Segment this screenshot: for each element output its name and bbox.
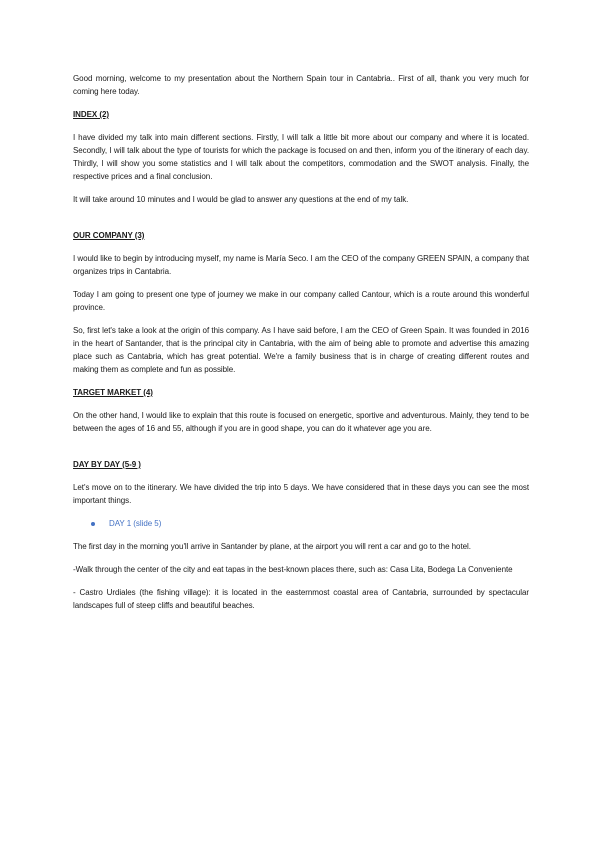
section-spacer (73, 216, 529, 229)
document-body (73, 72, 529, 622)
target-market-heading: TARGET MARKET (4) (73, 388, 153, 397)
day-1-paragraph-1: The first day in the morning you'll arrive in Santander by plane, at the airport you will rent a car and go to the hotel. (73, 542, 471, 551)
intro-paragraph: Good morning, welcome to my presentation about the Northern Spain tour in Cantabria.. First of all, thank you very much for coming here today. (73, 74, 529, 96)
index-paragraph-1: I have divided my talk into main different sections. Firstly, I will talk a little bit more about our company and where it is located. Secondly, I will talk about the type of tourists for which the package is focused on and then, inform you of the itinerary of each day. Thirdly, I will show you some statistics and I will talk about the competitors, commodation and the SWOT analysis. Finally, the respective prices and a final conclusion. (73, 133, 529, 181)
day-1-paragraph-2: -Walk through the center of the city and eat tapas in the best-known places there, such as: Casa Lita, Bodega La Conveniente (73, 565, 513, 574)
day-by-day-heading: DAY BY DAY (5-9 ) (73, 460, 141, 469)
day-1-paragraph-3: - Castro Urdiales (the fishing village): it is located in the easternmost coastal area of Cantabria, surrounded by spectacular landscapes full of steep cliffs and beautiful beaches. (73, 588, 529, 610)
target-market-paragraph: On the other hand, I would like to explain that this route is focused on energetic, sportive and adventurous. Mainly, they tend to be between the ages of 16 and 55, although if you are in good shape, you can do it whatever age you are. (73, 411, 529, 433)
bullet-dot-icon (91, 522, 95, 526)
index-paragraph-2: It will take around 10 minutes and I would be glad to answer any questions at the end of my talk. (73, 195, 409, 204)
company-paragraph-2: Today I am going to present one type of journey we make in our company called Cantour, which is a route around this wonderful province. (73, 290, 529, 312)
day-1-bullet (73, 517, 529, 530)
company-heading: OUR COMPANY (3) (73, 231, 145, 240)
day-by-day-paragraph: Let's move on to the itinerary. We have divided the trip into 5 days. We have considered that in these days you can see the most important things. (73, 483, 529, 505)
company-paragraph-3: So, first let's take a look at the origin of this company. As I have said before, I am the CEO of Green Spain. It was founded in 2016 in the heart of Santander, that is the principal city in Cantabria, with the aim of being able to promote and advertise this amazing place such as Cantabria, which has great potential. We're a family business that is in charge of creating different routes and making them as complete and fun as possible. (73, 326, 529, 374)
day-1-bullet-label: DAY 1 (slide 5) (109, 519, 162, 528)
index-heading: INDEX (2) (73, 110, 109, 119)
section-spacer (73, 445, 529, 458)
company-paragraph-1: I would like to begin by introducing myself, my name is María Seco. I am the CEO of the company GREEN SPAIN, a company that organizes trips in Cantabria. (73, 254, 529, 276)
